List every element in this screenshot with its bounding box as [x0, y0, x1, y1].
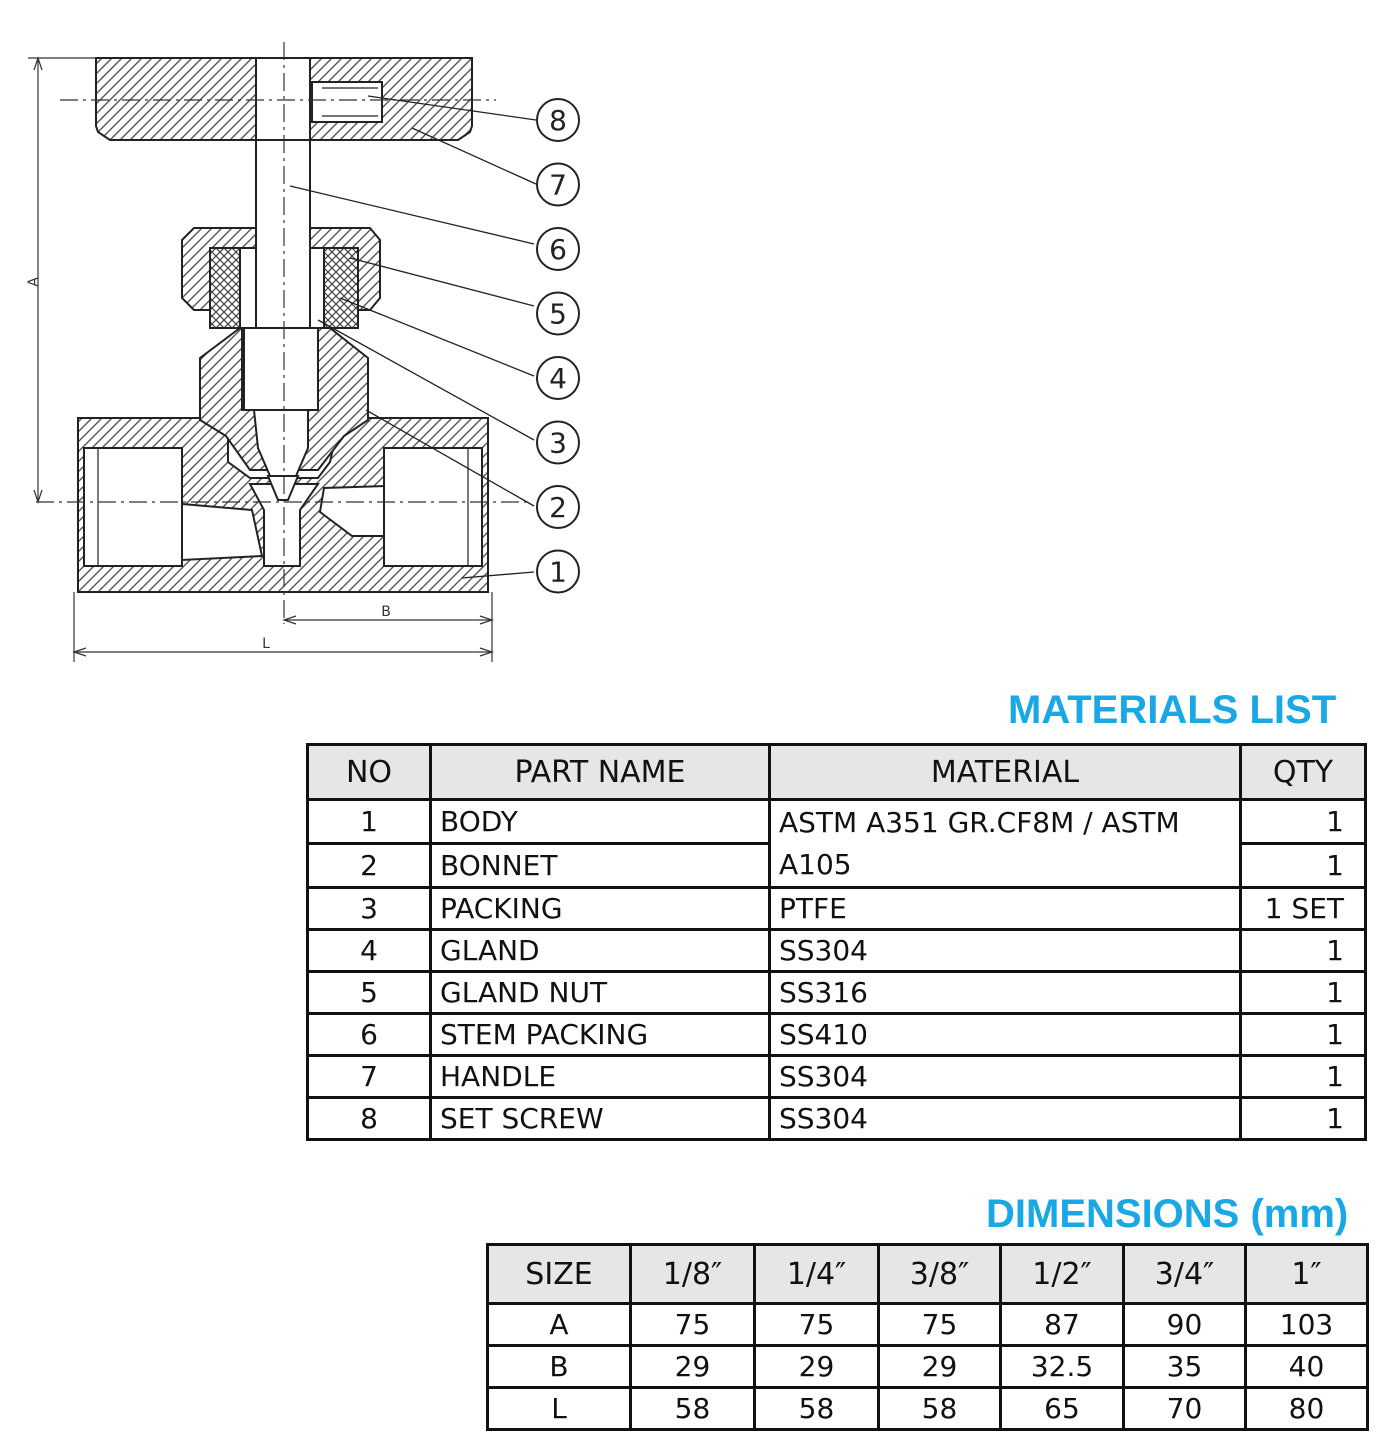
- cell-value: 90: [1124, 1304, 1246, 1346]
- cell-part-name: GLAND: [431, 930, 770, 972]
- table-row: [488, 1304, 1368, 1346]
- table-row: [308, 972, 1366, 1014]
- cell-value: 29: [879, 1346, 1001, 1388]
- dimensions-title: DIMENSIONS (mm): [986, 1192, 1349, 1236]
- col-header-size-value: 3/8″: [879, 1245, 1001, 1304]
- table-row: [488, 1346, 1368, 1388]
- table-row: [308, 930, 1366, 972]
- balloon-number: 6: [549, 233, 567, 266]
- col-header-size-value: 1/4″: [755, 1245, 879, 1304]
- dimension-label-a: A: [26, 277, 42, 287]
- cell-qty: 1: [1241, 1098, 1366, 1140]
- cell-value: 75: [879, 1304, 1001, 1346]
- col-header-size-value: 1/2″: [1001, 1245, 1124, 1304]
- col-header-size-value: 1/8″: [631, 1245, 755, 1304]
- materials-list-title: MATERIALS LIST: [1008, 688, 1337, 732]
- balloon-group: [537, 99, 579, 593]
- cell-part-name: BODY: [431, 800, 770, 844]
- row-label: A: [488, 1304, 631, 1346]
- table-row: [308, 888, 1366, 930]
- cell-material-merged: ASTM A351 GR.CF8M / ASTM A105: [770, 800, 1241, 888]
- cell-qty: 1: [1241, 1056, 1366, 1098]
- cell-value: 87: [1001, 1304, 1124, 1346]
- table-row: [488, 1388, 1368, 1430]
- cell-no: 3: [308, 888, 431, 930]
- cell-part-name: PACKING: [431, 888, 770, 930]
- cell-no: 6: [308, 1014, 431, 1056]
- cell-value: 35: [1124, 1346, 1246, 1388]
- cell-no: 4: [308, 930, 431, 972]
- cell-material: PTFE: [770, 888, 1241, 930]
- cell-qty: 1: [1241, 930, 1366, 972]
- cell-qty: 1 SET: [1241, 888, 1366, 930]
- table-header-row: [308, 745, 1366, 800]
- cell-part-name: HANDLE: [431, 1056, 770, 1098]
- balloon-callout: [537, 164, 579, 206]
- row-label: L: [488, 1388, 631, 1430]
- balloon-number: 8: [549, 104, 567, 137]
- col-header-size: SIZE: [488, 1245, 631, 1304]
- table-row: [308, 800, 1366, 844]
- balloon-callout: [537, 486, 579, 528]
- col-header-size-value: 3/4″: [1124, 1245, 1246, 1304]
- cell-no: 8: [308, 1098, 431, 1140]
- col-header-qty: QTY: [1241, 745, 1366, 800]
- cell-value: 29: [755, 1346, 879, 1388]
- table-row: [308, 1014, 1366, 1056]
- balloon-callout: [537, 357, 579, 399]
- balloon-number: 1: [549, 555, 567, 589]
- cell-part-name: STEM PACKING: [431, 1014, 770, 1056]
- row-label: B: [488, 1346, 631, 1388]
- col-header-size-value: 1″: [1246, 1245, 1368, 1304]
- cell-material: SS304: [770, 1056, 1241, 1098]
- cell-value: 103: [1246, 1304, 1368, 1346]
- cell-no: 2: [308, 844, 431, 888]
- balloon-number: 3: [549, 426, 567, 460]
- cell-qty: 1: [1241, 1014, 1366, 1056]
- cell-qty: 1: [1241, 972, 1366, 1014]
- balloon-number: 4: [549, 362, 567, 395]
- cell-no: 5: [308, 972, 431, 1014]
- balloon-number: 5: [549, 297, 567, 331]
- cell-part-name: GLAND NUT: [431, 972, 770, 1014]
- cell-value: 80: [1246, 1388, 1368, 1430]
- table-row: [308, 1098, 1366, 1140]
- cell-value: 70: [1124, 1388, 1246, 1430]
- dimension-label-b: B: [381, 604, 391, 620]
- cell-value: 65: [1001, 1388, 1124, 1430]
- cell-material: SS304: [770, 1098, 1241, 1140]
- balloon-callout: [537, 228, 579, 270]
- cell-value: 75: [755, 1304, 879, 1346]
- cell-no: 1: [308, 800, 431, 844]
- cell-value: 40: [1246, 1346, 1368, 1388]
- col-header-material: MATERIAL: [770, 745, 1241, 800]
- table-header-row: [488, 1245, 1368, 1304]
- cell-value: 32.5: [1001, 1346, 1124, 1388]
- cell-qty: 1: [1241, 800, 1366, 844]
- balloon-callout: [537, 293, 579, 335]
- table-row: [308, 1056, 1366, 1098]
- cell-value: 29: [631, 1346, 755, 1388]
- balloon-number: 7: [549, 168, 567, 202]
- valve-section-drawing: [0, 0, 620, 680]
- balloon-callout: [537, 99, 579, 141]
- cell-qty: 1: [1241, 844, 1366, 888]
- balloon-callout: [537, 422, 579, 464]
- materials-table: [306, 743, 1367, 1141]
- cell-material: SS410: [770, 1014, 1241, 1056]
- cell-value: 58: [755, 1388, 879, 1430]
- dimensions-table: [486, 1243, 1369, 1431]
- cell-no: 7: [308, 1056, 431, 1098]
- balloon-number: 2: [549, 491, 567, 524]
- cell-part-name: SET SCREW: [431, 1098, 770, 1140]
- dimension-label-l: L: [262, 636, 270, 652]
- col-header-no: NO: [308, 745, 431, 800]
- cell-value: 58: [879, 1388, 1001, 1430]
- cell-material: SS304: [770, 930, 1241, 972]
- cell-material: SS316: [770, 972, 1241, 1014]
- cell-value: 75: [631, 1304, 755, 1346]
- balloon-callout: [537, 551, 579, 593]
- col-header-part-name: PART NAME: [431, 745, 770, 800]
- cell-part-name: BONNET: [431, 844, 770, 888]
- cell-value: 58: [631, 1388, 755, 1430]
